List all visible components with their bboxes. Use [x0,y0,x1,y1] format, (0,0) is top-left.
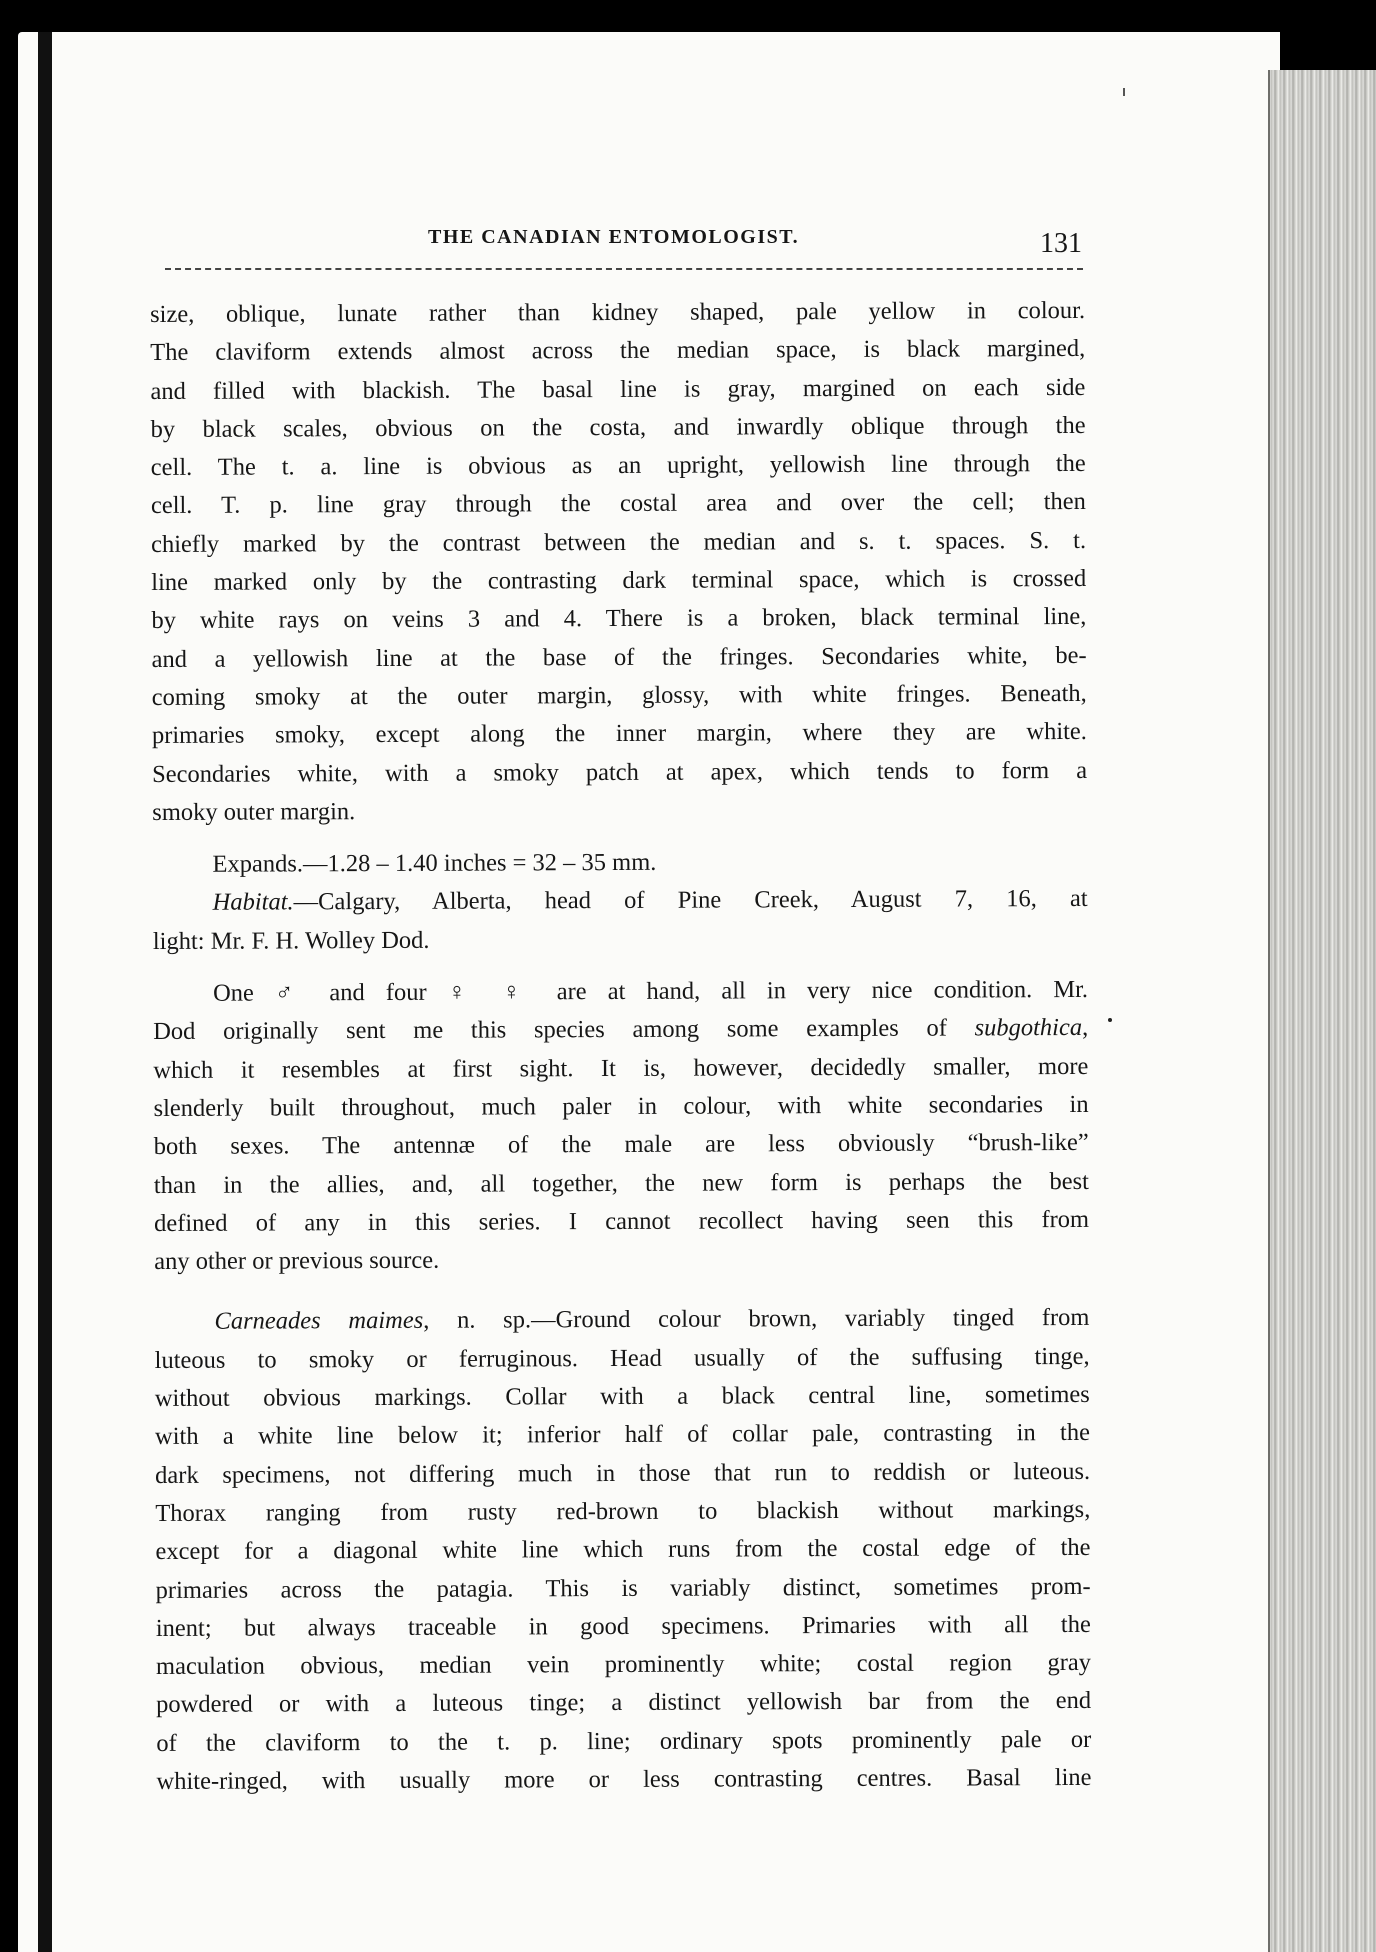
description-line: by white rays on veins 3 and 4. There is a broken, black terminal line, [151,603,1087,635]
page-body [150,292,1092,1801]
species-heading-text: , n. sp.—Ground colour brown, variably tinged from [423,1304,1090,1335]
scan-speck [1108,1018,1112,1022]
discussion-line: any other or previous source. [154,1246,440,1276]
discussion-line: defined of any in this series. I cannot recollect having seen this from [153,1205,1090,1237]
description-line: Secondaries white, with a smoky patch at apex, which tends to form a [152,756,1088,788]
species-heading: Carneades maimes [214,1307,424,1336]
scan-speck [1123,88,1125,96]
page-gutter [38,32,52,1952]
species-description-line: maculation obvious, median vein prominently white; costal region gray [155,1649,1092,1681]
description-line: chiefly marked by the contrast between the median and s. t. spaces. S. t. [151,526,1087,558]
species-description-line: white-ringed, with usually more or less contrasting centres. Basal line [156,1763,1092,1795]
description-line: and a yellowish line at the base of the fringes. Secondaries white, be- [151,641,1087,673]
header-rule [165,268,1083,270]
discussion-line [153,1009,1088,1051]
species-description-line: with a white line below it; inferior half of collar pale, contrasting in the [154,1419,1091,1451]
discussion-line: slenderly built throughout, much paler in colour, with white secondaries in [153,1090,1089,1122]
discussion-text: Dod originally sent me this species among some examples of [153,1014,975,1046]
habitat-line-2: light: Mr. F. H. Wolley Dod. [152,926,430,955]
page-edges [1270,70,1376,1952]
description-line: size, oblique, lunate rather than kidney shaped, pale yellow in colour. [150,296,1086,328]
description-line: The claviform extends almost across the median space, is black margined, [150,335,1086,367]
description-line: cell. The t. a. line is obvious as an upright, yellowish line through the [150,450,1086,482]
habitat-line [153,880,1088,922]
species-description-line: Thorax ranging from rusty red-brown to blackish without markings, [155,1495,1091,1527]
species-description-line: except for a diagonal white line which runs from the costal edge of the [155,1534,1091,1566]
description-line: by black scales, obvious on the costa, and inwardly oblique through the [150,411,1086,443]
page-number: 131 [1040,228,1082,259]
species-description-line: luteous to smoky or ferruginous. Head usually of the suffusing tinge, [154,1342,1090,1374]
discussion-line: both sexes. The antennæ of the male are less obviously “brush-like” [153,1129,1089,1161]
species-description-line: dark specimens, not differing much in those that run to reddish or luteous. [155,1457,1091,1489]
species-description-line: without obvious markings. Collar with a black central line, sometimes [154,1380,1090,1413]
description-line: cell. T. p. line gray through the costal area and over the cell; then [150,488,1086,520]
description-line: line marked only by the contrasting dark terminal space, which is crossed [151,564,1087,597]
description-line: and filled with blackish. The basal line is gray, margined on each side [150,373,1086,405]
discussion-punct: , [1082,1014,1089,1042]
discussion-line: than in the allies, and, all together, the new form is perhaps the best [153,1167,1089,1199]
species-description-line: inent; but always traceable in good specimens. Primaries with all the [155,1610,1091,1642]
discussion-line: which it resembles at first sight. It is, however, decidedly smaller, more [153,1052,1089,1084]
description-line: primaries smoky, except along the inner margin, where they are white. [151,718,1087,750]
species-description-line: primaries across the patagia. This is variably distinct, sometimes prom- [155,1572,1091,1604]
description-line: coming smoky at the outer margin, glossy, with white fringes. Beneath, [151,679,1087,711]
discussion-line: One ♂ and four ♀ ♀ are at hand, all in very nice condition. Mr. [212,975,1089,1007]
description-line: smoky outer margin. [152,797,356,826]
species-description-line: powdered or with a luteous tinge; a distinct yellowish bar from the end [156,1687,1092,1719]
expands-line: Expands.—1.28 – 1.40 inches = 32 – 35 mm. [212,848,657,878]
habitat-text: —Calgary, Alberta, head of Pine Creek, August 7, 16, at [293,885,1088,916]
running-head: THE CANADIAN ENTOMOLOGIST. [428,226,800,248]
species-name: subgothica [974,1014,1083,1042]
species-heading-line [154,1299,1089,1341]
species-description-line: of the claviform to the t. p. line; ordinary spots prominently pale or [156,1725,1092,1757]
habitat-label: Habitat. [212,888,294,917]
